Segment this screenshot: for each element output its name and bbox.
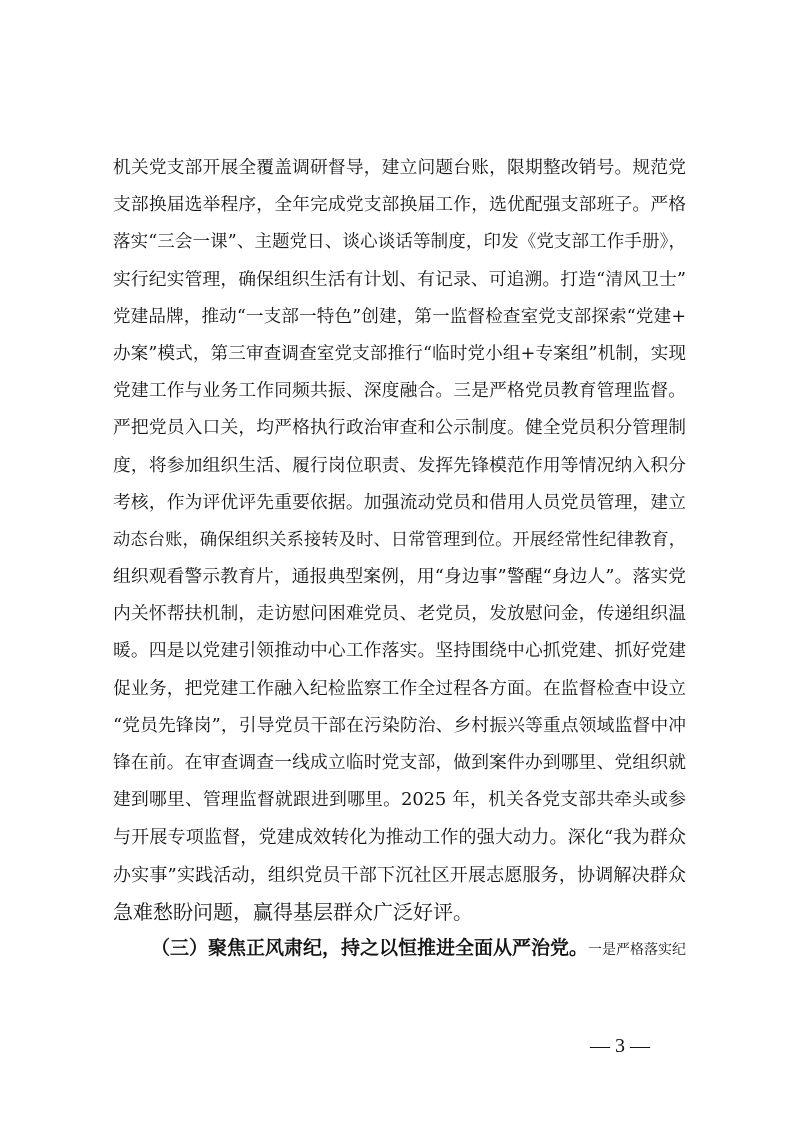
text-line: 办案”模式，第三审查调查室党支部推行“临时党小组+专案组”机制，实现: [113, 343, 686, 364]
text-line: 急难愁盼问题，赢得基层群众广泛好评。: [113, 899, 473, 924]
text-line: 严把党员入口关，均严格执行政治审查和公示制度。健全党员积分管理制: [113, 418, 686, 439]
text-line: 机关党支部开展全覆盖调研督导，建立问题台账，限期整改销号。规范党: [113, 158, 686, 178]
text-line: 促业务，把党建工作融入纪检监察工作全过程各方面。在监督检查中设立: [113, 678, 686, 699]
text-line: 办实事”实践活动，组织党员干部下沉社区开展志愿服务，协调解决群众: [113, 864, 686, 886]
text-line: 考核，作为评优评先重要依据。加强流动党员和借用人员党员管理，建立: [113, 492, 686, 513]
section-heading: （三）聚焦正风肃纪，持之以恒推进全面从严治党。: [151, 937, 589, 959]
text-line: 与开展专项监督，党建成效转化为推动工作的强大动力。深化“我为群众: [113, 827, 686, 849]
text-line: 党建工作与业务工作同频共振、深度融合。三是严格党员教育管理监督。: [113, 381, 686, 402]
text-line: 落实“三会一课”、主题党日、谈心谈话等制度，印发《党支部工作手册》，: [113, 232, 686, 253]
text-line: 锋在前。在审查调查一线成立临时党支部，做到案件办到哪里、党组织就: [113, 753, 686, 773]
text-line: 动态台账，确保组织关系接转及时、日常管理到位。开展经常性纪律教育，: [113, 529, 686, 550]
text-line: 暖。四是以党建引领推动中心工作落实。坚持围绕中心抓党建、抓好党建: [113, 641, 686, 662]
text-line: 党建品牌，推动“一支部一特色”创建，第一监督检查室党支部探索“党建+: [113, 306, 686, 327]
text-line: 建到哪里、管理监督就跟进到哪里。2025 年，机关各党支部共牵头或参: [113, 790, 686, 811]
page-number: — 3 —: [590, 1035, 650, 1057]
text-line: 支部换届选举程序，全年完成党支部换届工作，选优配强支部班子。严格: [113, 195, 686, 216]
body-paragraph: [113, 150, 686, 931]
section-heading-continuation: 一是严格落实纪: [588, 942, 687, 958]
text-line: 度，将参加组织生活、履行岗位职责、发挥先锋模范作用等情况纳入积分: [113, 455, 686, 476]
text-line: 内关怀帮扶机制，走访慰问困难党员、老党员，发放慰问金，传递组织温: [113, 604, 686, 625]
text-line: 组织观看警示教育片，通报典型案例，用“身边事”警醒“身边人”。落实党: [113, 567, 686, 588]
text-line: “党员先锋岗”，引导党员干部在污染防治、乡村振兴等重点领域监督中冲: [113, 715, 686, 736]
section-heading-line: [113, 930, 686, 967]
text-line: 实行纪实管理，确保组织生活有计划、有记录、可追溯。打造“清风卫士”: [113, 269, 686, 290]
